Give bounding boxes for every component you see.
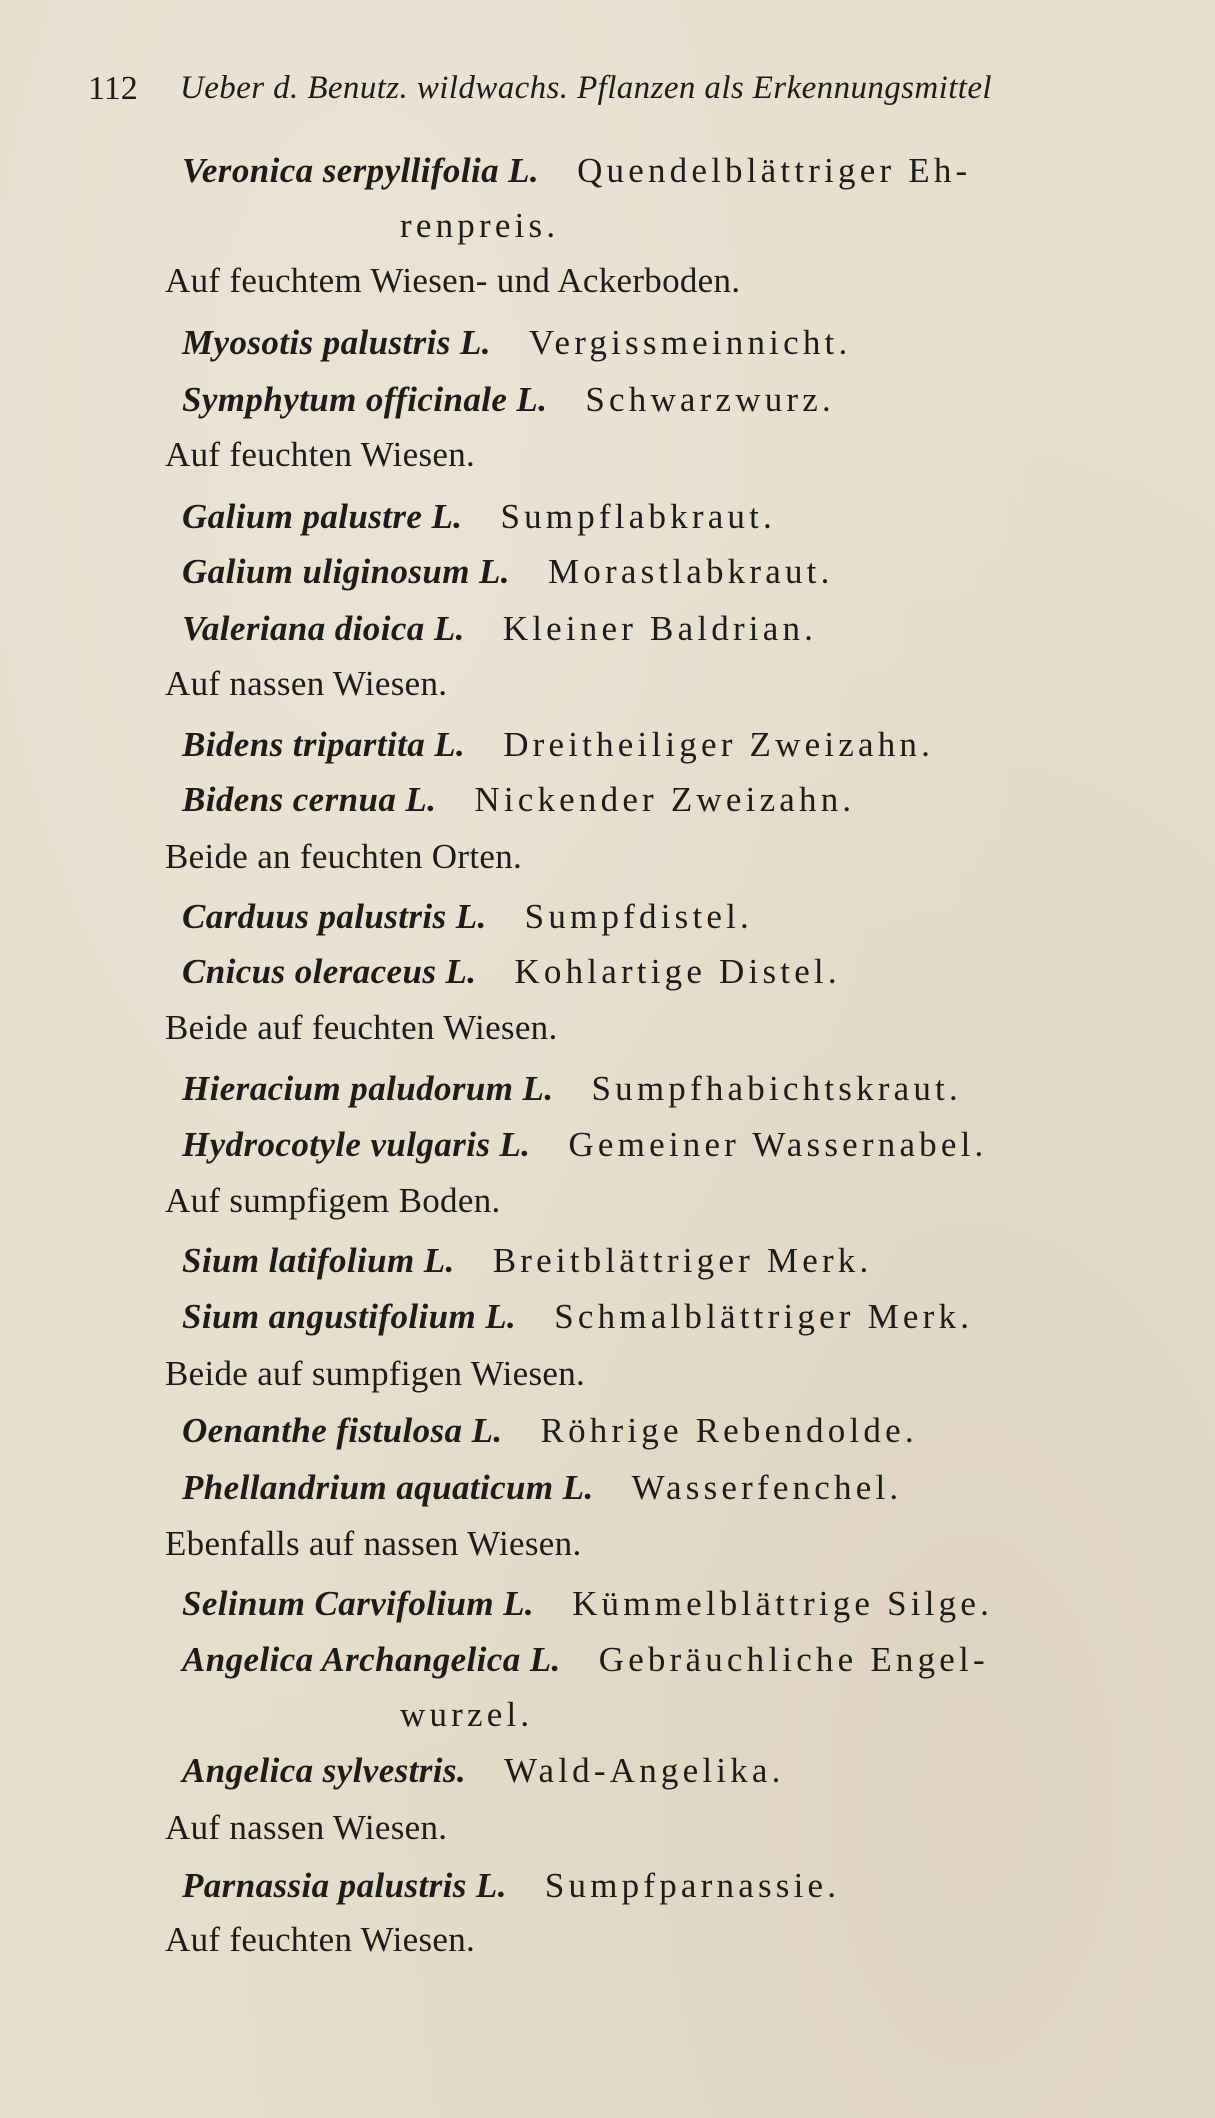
- species-entry: [182, 153, 971, 188]
- latin-name: Carduus palustris L.: [182, 897, 487, 936]
- latin-name: Sium angustifolium L.: [182, 1297, 517, 1336]
- species-entry: [182, 727, 934, 762]
- latin-name: Selinum Carvifolium L.: [182, 1584, 535, 1623]
- common-name: Nickender Zweizahn.: [474, 780, 856, 819]
- species-entry: [182, 1071, 962, 1106]
- species-entry: [182, 554, 834, 589]
- latin-name: Galium uliginosum L.: [182, 552, 510, 591]
- common-name: Kümmelblättrige Silge.: [572, 1584, 994, 1623]
- latin-name: Veronica serpyllifolia L.: [182, 151, 540, 190]
- common-name: Gebräuchliche Engel-: [598, 1640, 989, 1679]
- habitat-line: Auf feuchten Wiesen.: [165, 435, 476, 474]
- habitat-line: Beide auf sumpfigen Wiesen.: [165, 1354, 586, 1393]
- common-name: Morastlabkraut.: [547, 552, 834, 591]
- page-number: 112: [88, 70, 138, 107]
- common-name: renpreis.: [400, 206, 560, 245]
- latin-name: Phellandrium aquaticum L.: [182, 1468, 594, 1507]
- common-name: Röhrige Rebendolde.: [540, 1411, 918, 1450]
- latin-name: Angelica sylvestris.: [182, 1751, 467, 1790]
- habitat-line: Auf nassen Wiesen.: [165, 664, 448, 703]
- common-name: Breitblättriger Merk.: [492, 1241, 873, 1280]
- species-entry: [182, 899, 753, 934]
- species-entry: [182, 954, 841, 989]
- species-entry: [182, 1642, 989, 1677]
- latin-name: Oenanthe fistulosa L.: [182, 1411, 503, 1450]
- common-name: Sumpfdistel.: [524, 897, 753, 936]
- latin-name: Sium latifolium L.: [182, 1241, 455, 1280]
- common-name: Sumpfhabichtskraut.: [591, 1069, 962, 1108]
- common-name: Schmalblättriger Merk.: [554, 1297, 974, 1336]
- habitat-line: Ebenfalls auf nassen Wiesen.: [165, 1524, 582, 1563]
- common-name: Quendelblättriger Eh-: [577, 151, 972, 190]
- common-name: Kohlartige Distel.: [514, 952, 841, 991]
- common-name: Dreitheiliger Zweizahn.: [503, 725, 935, 764]
- species-entry: [182, 1413, 918, 1448]
- continuation-line: [400, 208, 559, 243]
- habitat-line: Auf feuchtem Wiesen- und Ackerboden.: [165, 261, 741, 300]
- latin-name: Hydrocotyle vulgaris L.: [182, 1125, 531, 1164]
- species-entry: [182, 782, 855, 817]
- species-entry: [182, 1299, 973, 1334]
- habitat-line: Auf sumpfigem Boden.: [165, 1181, 501, 1220]
- common-name: wurzel.: [400, 1695, 534, 1734]
- page-header: [88, 70, 1148, 118]
- habitat-line: Auf feuchten Wiesen.: [165, 1920, 476, 1959]
- common-name: Sumpfparnassie.: [544, 1866, 841, 1905]
- common-name: Schwarzwurz.: [585, 380, 835, 419]
- species-entry: [182, 499, 776, 534]
- species-entry: [182, 325, 851, 360]
- latin-name: Angelica Archangelica L.: [182, 1640, 561, 1679]
- common-name: Wasserfenchel.: [631, 1468, 903, 1507]
- species-entry: [182, 1127, 988, 1162]
- species-entry: [182, 611, 817, 646]
- latin-name: Parnassia palustris L.: [182, 1866, 507, 1905]
- species-entry: [182, 1243, 872, 1278]
- species-entry: [182, 1586, 993, 1621]
- common-name: Sumpflabkraut.: [500, 497, 777, 536]
- common-name: Wald-Angelika.: [504, 1751, 785, 1790]
- latin-name: Symphytum officinale L.: [182, 380, 548, 419]
- habitat-line: Auf nassen Wiesen.: [165, 1808, 448, 1847]
- latin-name: Bidens tripartita L.: [182, 725, 466, 764]
- species-entry: [182, 382, 835, 417]
- running-title: Ueber d. Benutz. wildwachs. Pflanzen als Erkennungsmittel: [180, 70, 992, 106]
- common-name: Gemeiner Wassernabel.: [568, 1125, 988, 1164]
- common-name: Kleiner Baldrian.: [502, 609, 818, 648]
- habitat-line: Beide an feuchten Orten.: [165, 837, 523, 876]
- species-entry: [182, 1868, 840, 1903]
- latin-name: Bidens cernua L.: [182, 780, 437, 819]
- common-name: Vergissmeinnicht.: [528, 323, 852, 362]
- continuation-line: [400, 1697, 533, 1732]
- habitat-line: Beide auf feuchten Wiesen.: [165, 1008, 558, 1047]
- species-entry: [182, 1470, 902, 1505]
- latin-name: Cnicus oleraceus L.: [182, 952, 477, 991]
- latin-name: Myosotis palustris L.: [182, 323, 491, 362]
- species-entry: [182, 1753, 785, 1788]
- latin-name: Hieracium paludorum L.: [182, 1069, 554, 1108]
- latin-name: Valeriana dioica L.: [182, 609, 465, 648]
- latin-name: Galium palustre L.: [182, 497, 463, 536]
